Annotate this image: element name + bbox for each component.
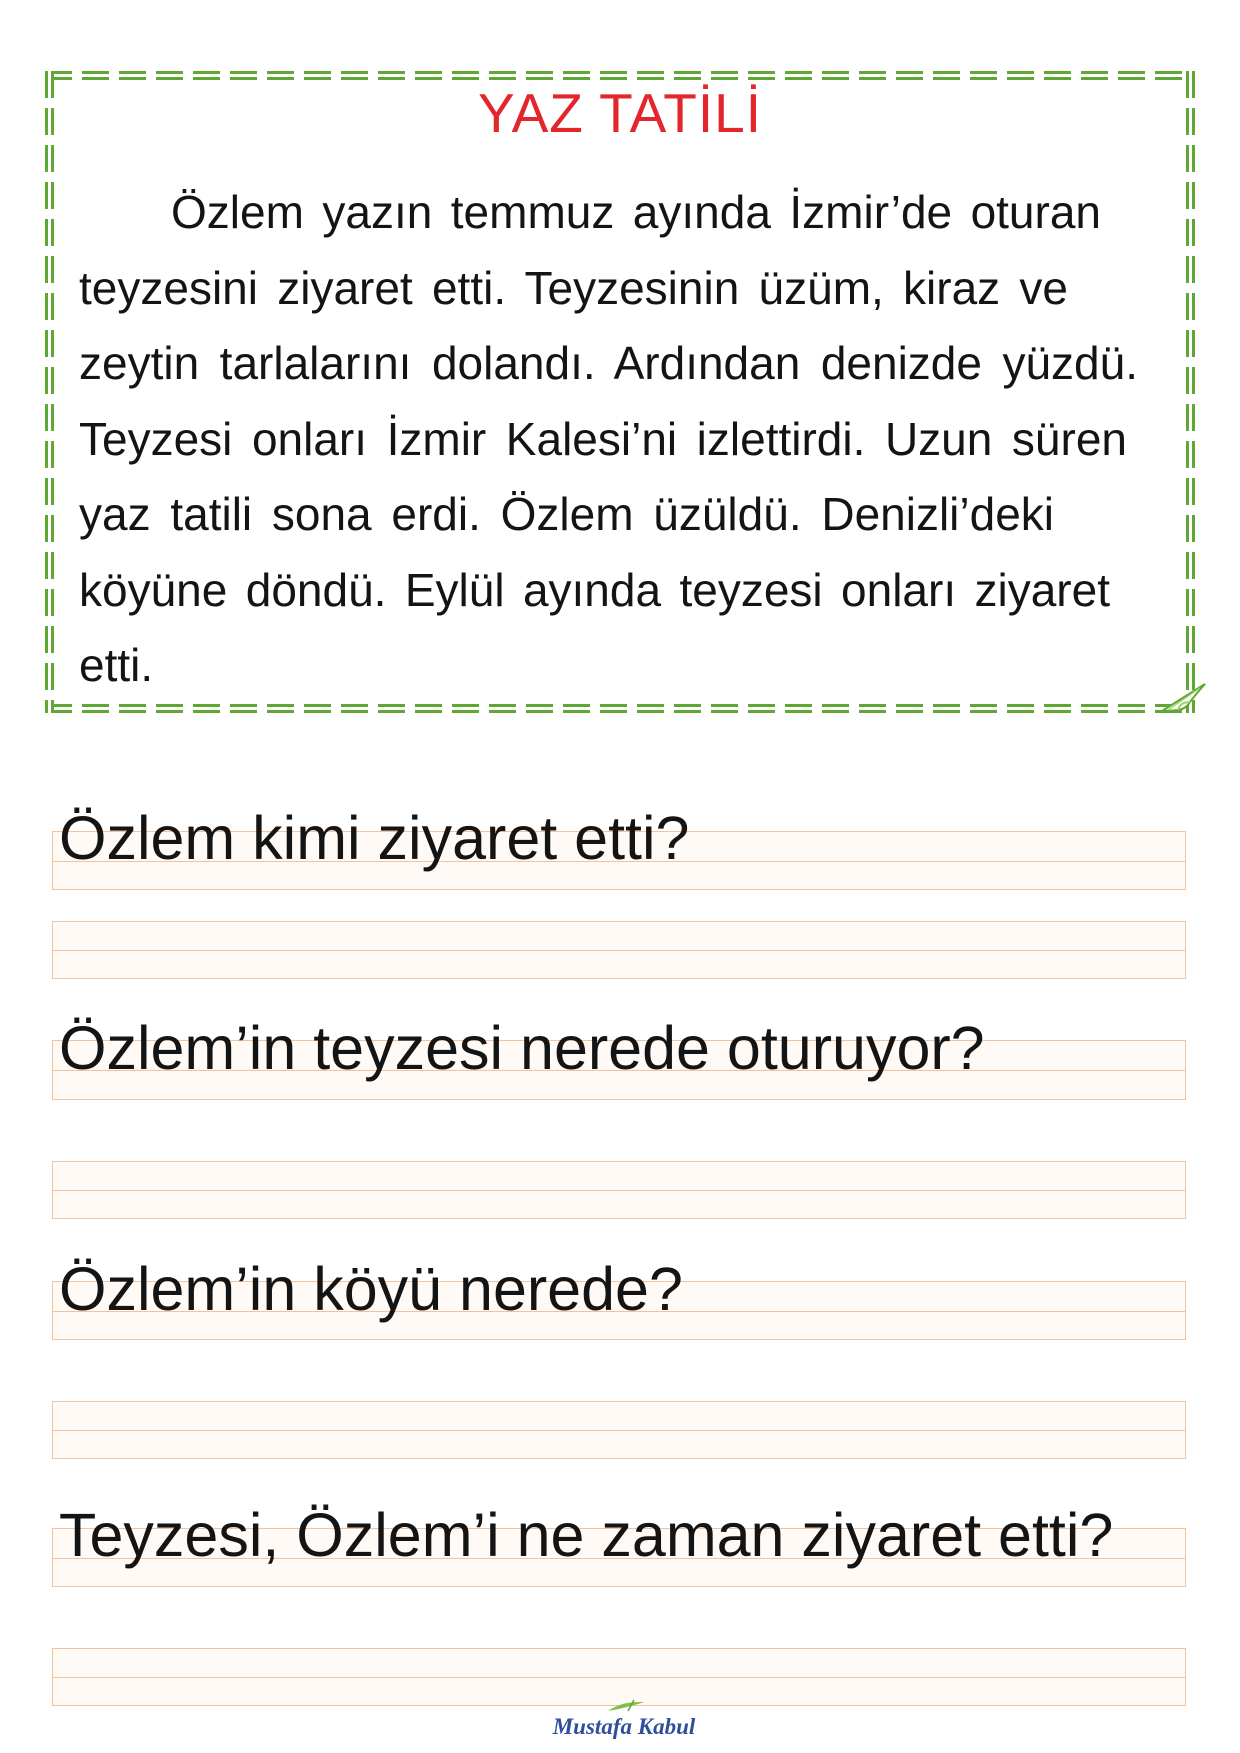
frame-right-border [1186,71,1195,713]
passage-line: yaz tatili sona erdi. Özlem üzüldü. Denizli’deki [79,488,1054,540]
passage-line: zeytin tarlalarını dolandı. Ardından denizde yüzdü. [79,337,1138,389]
passage-line: teyzesini ziyaret etti. Teyzesinin üzüm, kiraz ve [79,261,1068,314]
question-1: Özlem kimi ziyaret etti? [59,804,690,872]
baseline [53,1430,1185,1431]
passage-line: Teyzesi onları İzmir Kalesi’ni izlettirdi. Uzun süren [79,412,1127,465]
baseline [53,1190,1185,1191]
passage-line: köyüne döndü. Eylül ayında teyzesi onları ziyaret [79,563,1110,616]
frame-bottom-border [45,704,1195,713]
author-signature: Mustafa Kabul [552,1714,696,1739]
frame-left-border [45,71,54,713]
leaf-icon [604,1699,650,1713]
answer-writing-lines [52,1648,1186,1706]
passage-line: etti. [79,639,154,691]
passage-line: Özlem yazın temmuz ayında İzmir’de oturan [171,186,1101,238]
question-3: Özlem’in köyü nerede? [59,1255,683,1323]
frame-top-border [45,71,1195,80]
answer-writing-lines [52,1401,1186,1459]
answer-writing-lines [52,921,1186,979]
answer-writing-lines [52,1161,1186,1219]
page-curl-icon [1160,680,1208,714]
reading-passage [79,175,1138,704]
baseline [53,950,1185,951]
question-4: Teyzesi, Özlem’i ne zaman ziyaret etti? [59,1501,1114,1569]
passage-title: YAZ TATİLİ [477,82,763,144]
question-2: Özlem’in teyzesi nerede oturuyor? [59,1014,985,1082]
baseline [53,1677,1185,1678]
